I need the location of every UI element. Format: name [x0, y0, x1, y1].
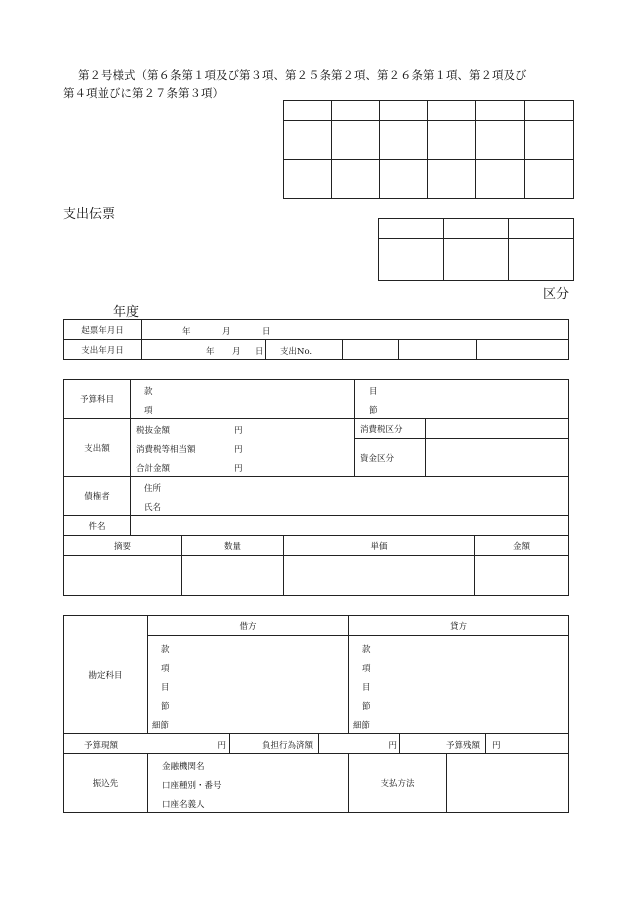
- shiharai-hoho-field[interactable]: [447, 754, 569, 813]
- kashikata-field[interactable]: [349, 636, 569, 734]
- document-title: 支出伝票: [63, 207, 116, 222]
- stamp-cell[interactable]: [525, 121, 574, 160]
- yosan-genzan-yen: 円: [217, 741, 226, 751]
- kou-label: 項: [144, 406, 153, 416]
- koza-meigi-label: 口座名義人: [162, 800, 205, 810]
- stamp-cell[interactable]: [380, 160, 428, 199]
- kihyo-date-label: 起票年月日: [64, 320, 142, 340]
- shimei-label: 氏名: [144, 503, 162, 513]
- shiharai-hoho-label: 支払方法: [349, 754, 447, 813]
- karikata-field[interactable]: [148, 636, 349, 734]
- kenmei-label: 件名: [64, 516, 131, 536]
- shishutsu-no-text: 支出No.: [280, 347, 313, 357]
- kubun-cell[interactable]: [509, 239, 574, 281]
- kingaku-field[interactable]: [475, 556, 569, 596]
- approval-stamp-grid: [283, 100, 574, 199]
- stamp-cell[interactable]: [476, 160, 525, 199]
- date-table: [63, 319, 569, 360]
- karikata-kan: 款: [161, 645, 170, 655]
- moku-setsu-field[interactable]: [355, 380, 569, 419]
- shishutsu-date-label: 支出年月日: [64, 340, 142, 360]
- shishutsu-no-field-3[interactable]: [477, 340, 569, 360]
- shishutsu-gaku-label: 支出額: [64, 419, 131, 477]
- shohizei-yen: 円: [234, 445, 243, 455]
- amount-divider-3: [399, 734, 400, 753]
- kanjo-kamoku-label: 勘定科目: [64, 616, 148, 734]
- kashikata-setsu: 節: [362, 702, 371, 712]
- tekiyo-field[interactable]: [64, 556, 182, 596]
- stamp-cell[interactable]: [428, 121, 476, 160]
- kubun-cell[interactable]: [444, 239, 509, 281]
- tekiyo-header: 摘要: [64, 536, 182, 556]
- kubun-grid: [378, 218, 574, 281]
- stamp-cell[interactable]: [380, 121, 428, 160]
- zeinuki-label: 税抜金額: [136, 426, 171, 436]
- suryo-header: 数量: [182, 536, 284, 556]
- shishutsu-no-label: [266, 340, 343, 360]
- setsu-label: 節: [369, 406, 378, 416]
- form-number-title-cont: 第４項並びに第２７条第３項）: [63, 86, 224, 100]
- kashikata-header: 貸方: [349, 616, 569, 636]
- kenmei-field[interactable]: [131, 516, 569, 536]
- yosan-zandaka-label: 予算残額: [446, 741, 481, 751]
- karikata-setsu: 節: [161, 702, 170, 712]
- kingaku-header: 金額: [475, 536, 569, 556]
- stamp-cell[interactable]: [380, 101, 428, 121]
- yosan-zandaka-yen: 円: [492, 741, 501, 751]
- shishutsu-day-unit: 日: [255, 347, 264, 357]
- shohizei-kubun-label: 消費税区分: [360, 425, 403, 435]
- saikensha-field[interactable]: [131, 477, 569, 516]
- suryo-field[interactable]: [182, 556, 284, 596]
- karikata-saisetsu: 細節: [152, 721, 170, 731]
- kan-kou-field[interactable]: [131, 380, 355, 419]
- kubun-cell[interactable]: [379, 239, 444, 281]
- stamp-cell[interactable]: [332, 121, 380, 160]
- gokei-label: 合計金額: [136, 464, 171, 474]
- shohizei-kubun-field[interactable]: [426, 419, 568, 439]
- amount-divider-1: [229, 734, 230, 753]
- gokei-yen: 円: [234, 464, 243, 474]
- kashikata-moku: 目: [362, 683, 371, 693]
- futan-label: 負担行為済額: [262, 741, 314, 751]
- stamp-cell[interactable]: [476, 121, 525, 160]
- tanka-header: 単価: [284, 536, 475, 556]
- koza-shubetsu-label: 口座種別・番号: [162, 781, 222, 791]
- karikata-kou: 項: [161, 664, 170, 674]
- shishutsu-no-field-2[interactable]: [399, 340, 477, 360]
- stamp-cell[interactable]: [525, 101, 574, 121]
- form-number-title: 第２号様式（第６条第１項及び第３項、第２５条第２項、第２６条第１項、第２項及び: [78, 68, 527, 82]
- shikin-kubun-field[interactable]: [426, 439, 568, 476]
- kihyo-day-unit: 日: [262, 327, 271, 337]
- stamp-cell[interactable]: [284, 101, 332, 121]
- kubun-cell[interactable]: [444, 219, 509, 239]
- yosan-genzan-label: 予算現額: [84, 741, 119, 751]
- account-table: [63, 615, 569, 813]
- shohizei-label: 消費税等相当額: [136, 445, 196, 455]
- furikomisaki-field[interactable]: [148, 754, 349, 813]
- jusho-label: 住所: [144, 484, 162, 494]
- saikensha-label: 債権者: [64, 477, 131, 516]
- karikata-moku: 目: [161, 683, 170, 693]
- kihyo-month-unit: 月: [222, 327, 231, 337]
- kubun-cell[interactable]: [509, 219, 574, 239]
- shishutsu-no-field-1[interactable]: [343, 340, 399, 360]
- kan-label: 款: [144, 387, 153, 397]
- stamp-cell[interactable]: [428, 101, 476, 121]
- stamp-cell[interactable]: [525, 160, 574, 199]
- nendo-label: 年度: [113, 305, 140, 320]
- furikomisaki-label: 振込先: [64, 754, 148, 813]
- yosan-kamoku-label: 予算科目: [64, 380, 131, 419]
- stamp-cell[interactable]: [284, 121, 332, 160]
- kinyu-kikan-label: 金融機関名: [162, 762, 205, 772]
- moku-label: 目: [369, 387, 378, 397]
- budget-table: [63, 379, 569, 596]
- yosan-zandaka-field[interactable]: [486, 734, 568, 753]
- stamp-cell[interactable]: [476, 101, 525, 121]
- kihyo-year-unit: 年: [182, 327, 191, 337]
- kashikata-kou: 項: [362, 664, 371, 674]
- date-divider: [265, 339, 266, 359]
- kashikata-saisetsu: 細節: [353, 721, 371, 731]
- stamp-cell[interactable]: [332, 101, 380, 121]
- futan-yen: 円: [388, 741, 397, 751]
- shohizei-kubun-label-cell: [355, 419, 426, 439]
- yosan-genzan-field[interactable]: [148, 734, 229, 753]
- kubun-fields: [355, 419, 569, 477]
- shishutsu-date-field[interactable]: [142, 340, 266, 360]
- kubun-label: 区分: [543, 287, 570, 302]
- tanka-field[interactable]: [284, 556, 475, 596]
- futan-field[interactable]: [319, 734, 399, 753]
- shishutsu-year-unit: 年: [206, 347, 215, 357]
- stamp-cell[interactable]: [332, 160, 380, 199]
- kihyo-date-field[interactable]: [142, 320, 569, 340]
- stamp-cell[interactable]: [284, 160, 332, 199]
- zeinuki-yen: 円: [234, 426, 243, 436]
- kashikata-kan: 款: [362, 645, 371, 655]
- kubun-cell[interactable]: [379, 219, 444, 239]
- amount-row: [64, 734, 569, 754]
- shishutsu-gaku-field[interactable]: [131, 419, 355, 477]
- shikin-kubun-label-cell: [355, 439, 426, 476]
- stamp-cell[interactable]: [428, 160, 476, 199]
- karikata-header: 借方: [148, 616, 349, 636]
- shishutsu-month-unit: 月: [232, 347, 241, 357]
- shikin-kubun-label: 資金区分: [360, 454, 395, 464]
